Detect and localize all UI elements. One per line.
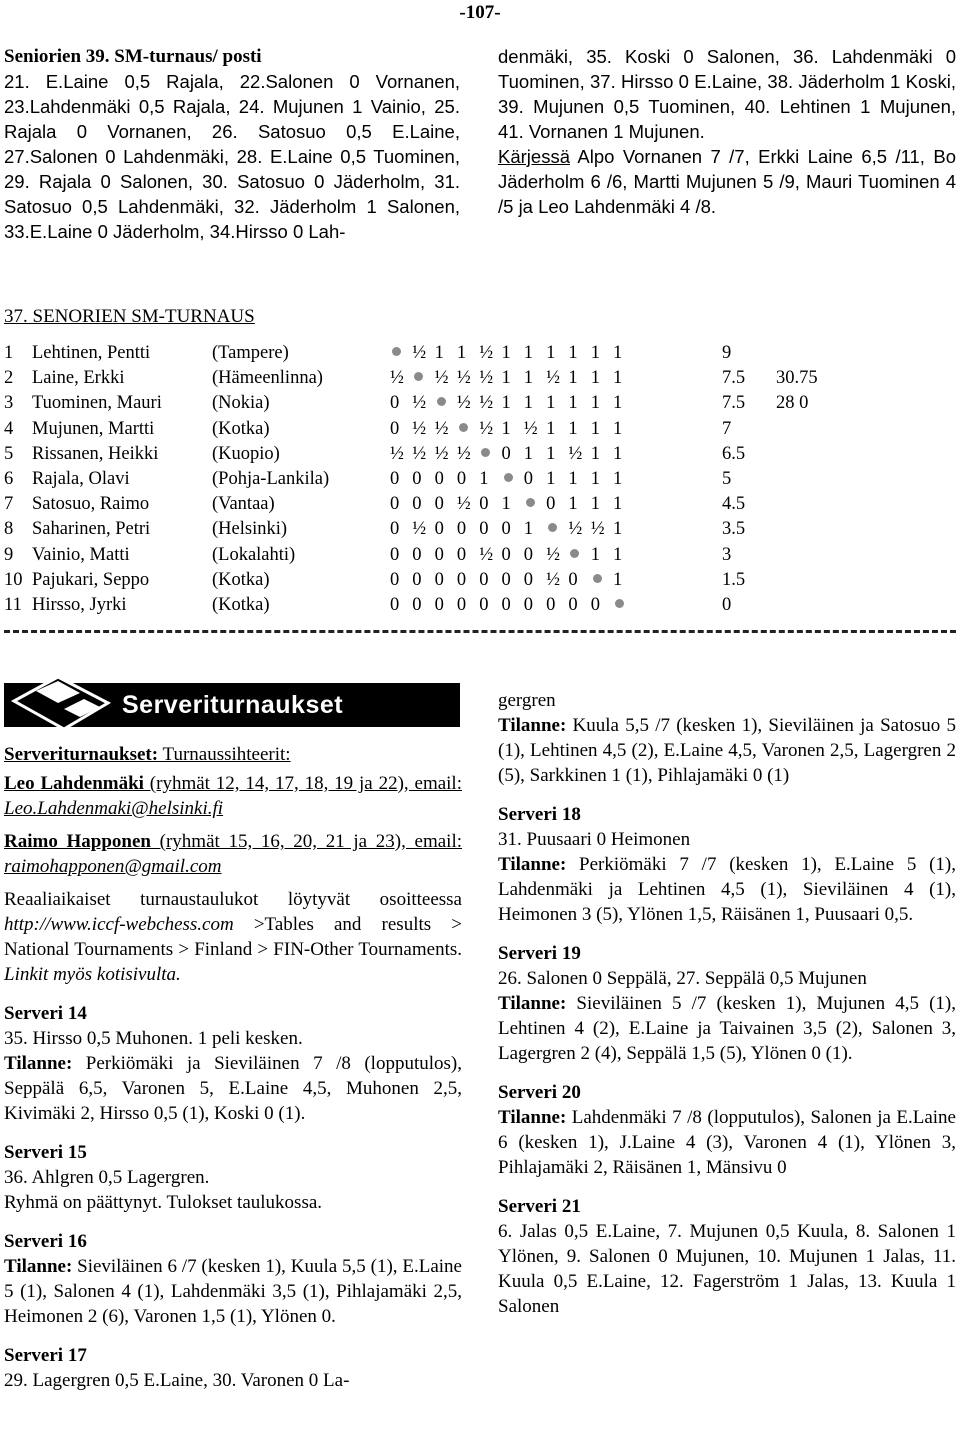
- player-city: (Nokia): [212, 393, 270, 414]
- standings-label: Tilanne:: [498, 715, 567, 736]
- standings-text: Kuula 5,5 /7 (kesken 1), Sieviläinen ja Satosuo 5 (1), Lehtinen 4,5 (2), E.Laine 4,5, Varonen 2,5, Lagergren 2 (5), Sarkkinen 1 (1), Pihlajamäki 0 (1): [498, 715, 956, 786]
- result-cell: 0: [390, 569, 400, 590]
- result-cell: 1: [546, 343, 556, 363]
- self-cell-dot: [392, 341, 401, 366]
- result-cell: 1: [613, 519, 623, 540]
- result-cell: 1: [568, 343, 578, 363]
- result-cell: 0: [456, 469, 467, 489]
- top-left-column: [4, 44, 460, 244]
- player-name: Satosuo, Raimo: [32, 494, 150, 515]
- homepage-note: Linkit myös kotisivulta.: [4, 964, 181, 985]
- result-cell: 0: [479, 519, 489, 540]
- result-cell: ½: [412, 418, 427, 439]
- crosstable-row: [4, 492, 954, 517]
- result-cell: 1: [590, 469, 600, 489]
- tables-info-text: Reaaliaikaiset turnaustaulukot löytyvät osoitteessa: [4, 889, 462, 910]
- server-14-game: 35. Hirsso 0,5 Muhonen. 1 peli kesken.: [4, 1028, 303, 1049]
- result-cell: ½: [546, 569, 560, 590]
- self-cell-dot: [526, 492, 535, 517]
- player-name: Laine, Erkki: [32, 368, 125, 389]
- player-name: Tuominen, Mauri: [32, 393, 162, 414]
- result-cell: ½: [590, 519, 605, 540]
- secretaries-line: [4, 742, 462, 767]
- result-cell: 0: [501, 595, 511, 615]
- player-total: 3: [722, 544, 732, 565]
- player-total: 9: [722, 343, 732, 363]
- top-right-column: [498, 44, 956, 219]
- player-name: Lehtinen, Pentti: [32, 343, 151, 363]
- result-cell: ½: [434, 368, 449, 389]
- result-cell: 0: [456, 595, 467, 615]
- server-21-games: 6. Jalas 0,5 E.Laine, 7. Mujunen 0,5 Kuula, 8. Salonen 1 Ylönen, 9. Salonen 0 Mujunen, 10. Mujunen 1 Jalas, 11. Kuula 0,5 E.Laine, 12. Fagerström 1 Jalas, 13. Kuula 1 Salonen: [498, 1221, 956, 1317]
- result-cell: 0: [568, 595, 578, 615]
- result-cell: 1: [501, 368, 511, 389]
- result-cell: 1: [568, 469, 578, 489]
- result-cell: 1: [523, 443, 534, 464]
- result-cell: ½: [546, 368, 560, 389]
- seniors-results-text: 21. E.Laine 0,5 Rajala, 22.Salonen 0 Vornanen, 23.Lahdenmäki 0,5 Rajala, 24. Mujunen 1 Vainio, 25. Rajala 0 Vornanen, 26. Satosuo 0,5 E.Laine, 27.Salonen 0 Lahdenmäki, 28. E.Laine 0,5 Tuominen, 29. Rajala 0 Salonen, 30. Satosuo 0 Jäderholm, 31. Satosuo 0,5 Lahdenmäki, 32. Jäderholm 1 Salonen, 33.E.Laine 0 Jäderholm, 34.Hirsso 0 Lah-: [4, 71, 460, 242]
- crosstable-row: [4, 467, 954, 492]
- server-14-heading: Serveri 14: [4, 1003, 87, 1024]
- leo-groups: (ryhmät 12, 14, 17, 18, 19 ja 22), email:: [143, 773, 462, 794]
- leo-contact: [4, 771, 462, 821]
- result-cell: 0: [546, 595, 556, 615]
- result-cell: 1: [523, 368, 534, 389]
- leaders-text: Alpo Vornanen 7 /7, Erkki Laine 6,5 /11, Bo Jäderholm 6 /6, Martti Mujunen 5 /9, Mauri Tuominen 4 /5 ja Leo Lahdenmäki 4 /8.: [498, 146, 956, 217]
- crosstable-row: [4, 417, 954, 442]
- player-number: 7: [4, 494, 14, 515]
- result-cell: ½: [390, 443, 404, 464]
- result-cell: 0: [390, 494, 400, 515]
- crosstable-row: [4, 543, 954, 568]
- result-cell: ½: [412, 519, 427, 540]
- self-cell-dot: [437, 391, 446, 416]
- leo-email-link[interactable]: Leo.Lahdenmaki@helsinki.fi: [4, 798, 224, 819]
- self-cell-dot: [414, 366, 423, 391]
- result-cell: 0: [412, 544, 422, 565]
- leaders-paragraph: [498, 144, 956, 219]
- seniors-results-continued: denmäki, 35. Koski 0 Salonen, 36. Lahdenmäki 0 Tuominen, 37. Hirsso 0 E.Laine, 38. Jäderholm 1 Koski, 39. Mujunen 0,5 Tuominen, 40. Lehtinen 1 Mujunen, 41. Vornanen 1 Mujunen.: [498, 46, 956, 142]
- crosstable-row: [4, 341, 954, 366]
- result-cell: 1: [568, 418, 578, 439]
- result-cell: ½: [456, 368, 471, 389]
- result-cell: 0: [434, 519, 444, 540]
- server-17-games-continued: gergren: [498, 690, 556, 711]
- player-number: 5: [4, 443, 14, 464]
- result-cell: ½: [568, 443, 583, 464]
- server-17-heading: Serveri 17: [4, 1345, 87, 1366]
- player-name: Vainio, Matti: [32, 544, 130, 565]
- result-cell: 0: [523, 595, 534, 615]
- result-cell: ½: [479, 393, 494, 414]
- result-cell: ½: [456, 393, 471, 414]
- result-cell: 1: [590, 418, 600, 439]
- standings-label: Tilanne:: [4, 1053, 73, 1074]
- player-city: (Kotka): [212, 569, 270, 590]
- crosstable-row: [4, 568, 954, 593]
- result-cell: 1: [568, 494, 578, 515]
- server-18-standings: [498, 852, 956, 927]
- secretaries-text: Turnaussihteerit:: [158, 744, 291, 765]
- server-21-heading: Serveri 21: [498, 1196, 581, 1217]
- iccf-link[interactable]: http://www.iccf-webchess.com: [4, 914, 234, 935]
- result-cell: 0: [456, 569, 467, 590]
- player-total: 6.5: [722, 443, 746, 464]
- standings-text: Perkiömäki ja Sieviläinen 7 /8 (lopputulos), Seppälä 6,5, Varonen 5, E.Laine 4,5, Muhonen 2,5, Kivimäki 2, Hirsso 0,5 (1), Koski 0 (1).: [4, 1053, 462, 1124]
- standings-label: Tilanne:: [498, 993, 567, 1014]
- crosstable-row: [4, 391, 954, 416]
- result-cell: 1: [546, 393, 556, 414]
- result-cell: 0: [456, 544, 467, 565]
- result-cell: ½: [546, 544, 560, 565]
- result-cell: ½: [479, 418, 494, 439]
- result-cell: 0: [501, 519, 511, 540]
- standings-label: Tilanne:: [498, 1107, 567, 1128]
- result-cell: 0: [412, 569, 422, 590]
- crosstable-row: [4, 593, 954, 618]
- result-cell: ½: [434, 418, 449, 439]
- self-cell-dot: [615, 593, 624, 618]
- server-19-games: 26. Salonen 0 Seppälä, 27. Seppälä 0,5 Mujunen: [498, 968, 867, 989]
- result-cell: 1: [590, 343, 600, 363]
- tables-info-path: >Tables and results > National Tournaments > Finland > FIN-Other Tournaments.: [4, 914, 462, 960]
- crosstable-row: [4, 366, 954, 391]
- player-total: 4.5: [722, 494, 746, 515]
- server-18-game: 31. Puusaari 0 Heimonen: [498, 829, 691, 850]
- result-cell: 1: [568, 368, 578, 389]
- result-cell: 1: [501, 393, 511, 414]
- result-cell: ½: [456, 494, 471, 515]
- crosstable-title: 37. SENORIEN SM-TURNAUS: [4, 306, 255, 327]
- raimo-name: Raimo Happonen: [4, 831, 151, 852]
- result-cell: 1: [523, 519, 534, 540]
- result-cell: ½: [412, 443, 427, 464]
- result-cell: 1: [590, 393, 600, 414]
- result-cell: 1: [613, 343, 623, 363]
- raimo-groups: (ryhmät 15, 16, 20, 21 ja 23), email:: [150, 831, 462, 852]
- player-number: 3: [4, 393, 14, 414]
- player-total: 7.5: [722, 393, 746, 414]
- result-cell: 1: [546, 418, 556, 439]
- player-city: (Pohja-Lankila): [212, 469, 330, 489]
- result-cell: 1: [590, 544, 600, 565]
- result-cell: 0: [390, 544, 400, 565]
- server-19-standings: [498, 991, 956, 1066]
- player-name: Pajukari, Seppo: [32, 569, 150, 590]
- seniors-heading: Seniorien 39. SM-turnaus/ posti: [4, 46, 262, 67]
- result-cell: 0: [523, 544, 534, 565]
- player-total: 1.5: [722, 569, 746, 590]
- player-number: 10: [4, 569, 23, 590]
- result-cell: 0: [456, 519, 467, 540]
- self-cell-dot: [459, 417, 468, 442]
- player-total: 0: [722, 595, 732, 615]
- result-cell: ½: [523, 418, 538, 439]
- section-divider: [4, 630, 956, 633]
- tables-info: [4, 887, 462, 987]
- player-number: 11: [4, 595, 22, 615]
- self-cell-dot: [570, 543, 579, 568]
- leaders-label: Kärjessä: [498, 146, 570, 167]
- result-cell: 0: [390, 595, 400, 615]
- server-16-standings: [4, 1254, 462, 1329]
- player-name: Rajala, Olavi: [32, 469, 130, 489]
- player-number: 8: [4, 519, 14, 540]
- result-cell: ½: [479, 343, 494, 363]
- result-cell: ½: [434, 443, 449, 464]
- result-cell: 1: [590, 494, 600, 515]
- result-cell: 1: [613, 569, 623, 590]
- result-cell: 1: [613, 418, 623, 439]
- player-city: (Lokalahti): [212, 544, 296, 565]
- player-total: 5: [722, 469, 732, 489]
- player-city: (Helsinki): [212, 519, 288, 540]
- player-number: 1: [4, 343, 14, 363]
- crosstable-row: [4, 442, 954, 467]
- server-20-heading: Serveri 20: [498, 1082, 581, 1103]
- server-14-standings: [4, 1051, 462, 1126]
- player-total: 7: [722, 418, 732, 439]
- player-city: (Tampere): [212, 343, 289, 363]
- result-cell: 1: [613, 443, 623, 464]
- self-cell-dot: [548, 517, 557, 542]
- standings-text: Sieviläinen 5 /7 (kesken 1), Mujunen 4,5 (1), Lehtinen 4 (2), E.Laine ja Taivainen 3,5 (2), Salonen 3, Lagergren 2 (4), Seppälä 1,5 (5), Ylönen 0 (1).: [498, 993, 956, 1064]
- result-cell: 1: [523, 343, 534, 363]
- server-16-heading: Serveri 16: [4, 1231, 87, 1252]
- standings-label: Tilanne:: [4, 1256, 73, 1277]
- crosstable: [4, 341, 954, 621]
- result-cell: 0: [479, 494, 489, 515]
- result-cell: ½: [390, 368, 404, 389]
- player-number: 2: [4, 368, 14, 389]
- result-cell: 0: [523, 469, 534, 489]
- result-cell: 1: [613, 368, 623, 389]
- standings-text: Lahdenmäki 7 /8 (lopputulos), Salonen ja E.Laine 6 (kesken 1), J.Laine 4 (3), Varonen 4 (1), Ylönen 3, Pihlajamäki 2, Räisänen 1, Mänsivu 0: [498, 1107, 956, 1178]
- player-name: Rissanen, Heikki: [32, 443, 159, 464]
- server-20-standings: [498, 1105, 956, 1180]
- result-cell: 1: [479, 469, 489, 489]
- result-cell: 0: [479, 569, 489, 590]
- player-name: Hirsso, Jyrki: [32, 595, 127, 615]
- result-cell: ½: [456, 443, 471, 464]
- player-name: Saharinen, Petri: [32, 519, 151, 540]
- player-city: (Kotka): [212, 595, 270, 615]
- server-17-games: 29. Lagergren 0,5 E.Laine, 30. Varonen 0 La-: [4, 1370, 350, 1391]
- result-cell: 0: [412, 469, 422, 489]
- result-cell: 0: [501, 544, 511, 565]
- player-city: (Kuopio): [212, 443, 280, 464]
- crosstable-row: [4, 517, 954, 542]
- result-cell: 0: [479, 595, 489, 615]
- leo-name: Leo Lahdenmäki: [4, 773, 144, 794]
- result-cell: 0: [434, 469, 444, 489]
- raimo-email-link[interactable]: raimohapponen@gmail.com: [4, 856, 222, 877]
- player-number: 4: [4, 418, 14, 439]
- result-cell: 1: [501, 418, 511, 439]
- server-tournaments-banner: [4, 683, 460, 727]
- result-cell: 0: [546, 494, 556, 515]
- result-cell: ½: [479, 368, 494, 389]
- result-cell: 0: [434, 494, 444, 515]
- result-cell: 1: [456, 343, 467, 363]
- result-cell: 1: [590, 443, 600, 464]
- raimo-contact: [4, 829, 462, 879]
- bottom-left-column: [4, 742, 462, 1393]
- result-cell: 0: [568, 569, 578, 590]
- standings-label: Tilanne:: [498, 854, 567, 875]
- result-cell: 1: [613, 393, 623, 414]
- tiebreak-score: 28 0: [776, 393, 809, 414]
- result-cell: 1: [501, 494, 511, 515]
- result-cell: 1: [590, 368, 600, 389]
- standings-text: Perkiömäki 7 /7 (kesken 1), E.Laine 5 (1), Lahdenmäki ja Lehtinen 4,5 (1), Sieviläinen 4 (1), Heimonen 3 (5), Ylönen 1,5, Räisänen 1, Puusaari 0,5.: [498, 854, 956, 925]
- result-cell: 0: [434, 544, 444, 565]
- result-cell: ½: [479, 544, 494, 565]
- result-cell: 0: [590, 595, 600, 615]
- server-15-note: Ryhmä on päättynyt. Tulokset taulukossa.: [4, 1192, 323, 1213]
- self-cell-dot: [504, 467, 513, 492]
- player-city: (Hämeenlinna): [212, 368, 323, 389]
- result-cell: 1: [523, 393, 534, 414]
- result-cell: 1: [546, 469, 556, 489]
- result-cell: 0: [390, 418, 400, 439]
- player-total: 3.5: [722, 519, 746, 540]
- result-cell: 0: [501, 569, 511, 590]
- result-cell: 0: [412, 494, 422, 515]
- server-17-standings: [498, 713, 956, 788]
- self-cell-dot: [593, 568, 602, 593]
- banner-title: Serveriturnaukset: [122, 691, 344, 719]
- result-cell: 1: [568, 393, 578, 414]
- server-15-game: 36. Ahlgren 0,5 Lagergren.: [4, 1167, 210, 1188]
- result-cell: 1: [501, 343, 511, 363]
- standings-text: Sieviläinen 6 /7 (kesken 1), Kuula 5,5 (1), E.Laine 5 (1), Salonen 4 (1), Lahdenmäki 3,5 (1), Pihlajamäki 2,5, Heimonen 2 (6), Varonen 1,5 (1), Ylönen 0.: [4, 1256, 462, 1327]
- result-cell: 1: [613, 469, 623, 489]
- result-cell: 1: [613, 544, 623, 565]
- result-cell: 0: [434, 595, 444, 615]
- player-city: (Vantaa): [212, 494, 275, 515]
- result-cell: 0: [390, 393, 400, 414]
- player-number: 9: [4, 544, 14, 565]
- player-city: (Kotka): [212, 418, 270, 439]
- server-18-heading: Serveri 18: [498, 804, 581, 825]
- server-15-heading: Serveri 15: [4, 1142, 87, 1163]
- chessboard-corner-icon: [8, 673, 112, 733]
- player-total: 7.5: [722, 368, 746, 389]
- result-cell: 1: [546, 443, 556, 464]
- result-cell: 1: [613, 494, 623, 515]
- result-cell: ½: [568, 519, 583, 540]
- server-19-heading: Serveri 19: [498, 943, 581, 964]
- result-cell: 0: [390, 519, 400, 540]
- result-cell: 0: [390, 469, 400, 489]
- player-name: Mujunen, Martti: [32, 418, 155, 439]
- tiebreak-score: 30.75: [776, 368, 818, 389]
- result-cell: 0: [501, 443, 511, 464]
- secretaries-label: Serveriturnaukset:: [4, 744, 159, 765]
- self-cell-dot: [481, 442, 490, 467]
- result-cell: ½: [412, 343, 427, 363]
- result-cell: 0: [412, 595, 422, 615]
- player-number: 6: [4, 469, 14, 489]
- result-cell: 1: [434, 343, 444, 363]
- result-cell: 0: [434, 569, 444, 590]
- page-number: -107-: [459, 2, 501, 23]
- result-cell: 0: [523, 569, 534, 590]
- bottom-right-column: [498, 688, 956, 1319]
- result-cell: ½: [412, 393, 427, 414]
